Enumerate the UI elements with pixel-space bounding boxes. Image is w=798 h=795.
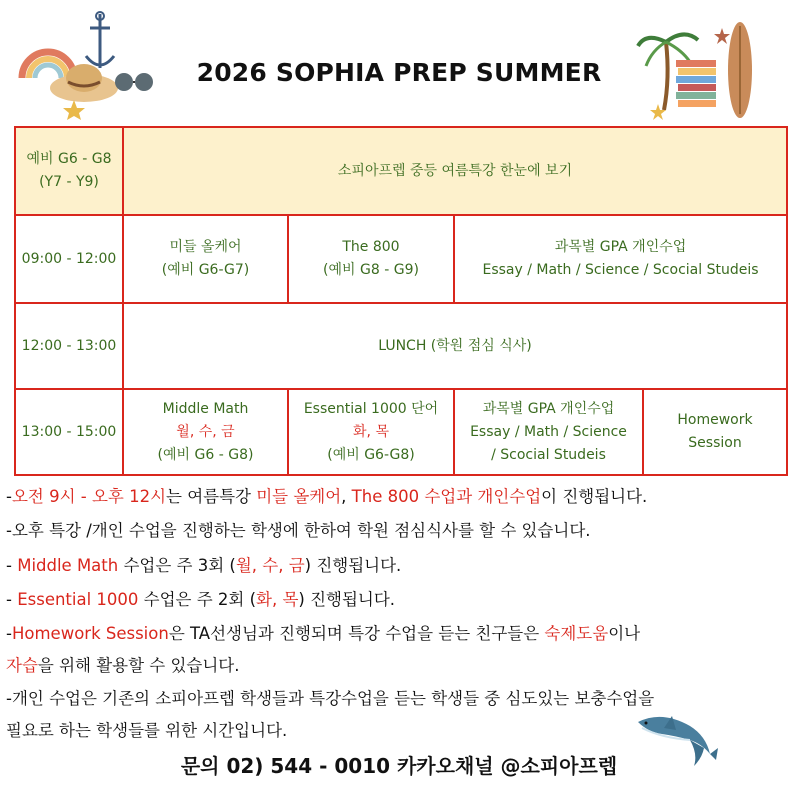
- overview-text: 소피아프렙 중등 여름특강 한눈에 보기: [337, 162, 573, 179]
- class-cell-gpa-private: [453, 214, 788, 304]
- note-highlight: 화, 목: [256, 590, 299, 609]
- note-highlight: 자습: [6, 656, 38, 675]
- time-afternoon: 13:00 - 15:00: [21, 423, 117, 440]
- grade-label-line2: (Y7 - Y9): [39, 174, 99, 190]
- class-grade: (예비 G6-G8): [327, 446, 415, 463]
- note-text: 을 위해 활용할 수 있습니다.: [37, 656, 240, 675]
- class-subjects: Essay / Math / Science / Scocial Studeis: [482, 262, 759, 278]
- class-subjects-cont: / Scocial Studeis: [491, 446, 606, 463]
- class-name: Essential 1000 단어: [303, 400, 439, 417]
- note-text: ,: [341, 487, 352, 506]
- note-line-4: [6, 587, 395, 613]
- class-grade: (예비 G6 - G8): [157, 446, 254, 463]
- lunch-text: LUNCH (학원 점심 식사): [378, 337, 532, 354]
- note-text: -: [6, 487, 12, 506]
- class-days: 월, 수, 금: [176, 423, 235, 440]
- class-name-cont: Session: [688, 435, 742, 451]
- note-line-8: [6, 718, 287, 744]
- schedule-table: [14, 126, 788, 476]
- note-line-7: [6, 686, 654, 712]
- time-lunch: 12:00 - 13:00: [21, 337, 117, 354]
- note-line-1: [6, 484, 647, 510]
- note-highlight: Middle Math: [17, 556, 119, 575]
- note-text: -오후 특강 /개인 수업을 진행하는 학생에 한하여 학원 점심식사를 할 수 있습니다.: [6, 521, 591, 540]
- note-highlight: 오전 9시 - 오후 12시: [11, 487, 167, 506]
- grade-label-line1: 예비 G6 - G8: [26, 151, 112, 167]
- class-days: 화, 목: [353, 423, 389, 440]
- note-highlight: Homework Session: [11, 624, 169, 643]
- note-text: ) 진행됩니다.: [304, 556, 402, 575]
- note-text: 수업은 주 2회 (: [138, 590, 257, 609]
- note-highlight: 미들 올케어: [256, 487, 342, 506]
- class-grade: (예비 G8 - G9): [323, 262, 419, 278]
- class-cell-middle-allcare: [122, 214, 289, 304]
- lunch-cell: [122, 302, 788, 390]
- note-text: -: [6, 624, 12, 643]
- time-cell-afternoon: [14, 388, 124, 476]
- class-name: 과목별 GPA 개인수업: [482, 400, 615, 417]
- class-name: 미들 올케어: [169, 239, 242, 255]
- class-name: 과목별 GPA 개인수업: [554, 239, 687, 255]
- time-cell-lunch: [14, 302, 124, 390]
- time-cell-morning: [14, 214, 124, 304]
- note-text: ) 진행됩니다.: [298, 590, 396, 609]
- note-text: 필요로 하는 학생들를 위한 시간입니다.: [6, 721, 288, 740]
- note-line-3: [6, 553, 401, 579]
- note-line-5: [6, 621, 640, 647]
- note-line-6: [6, 653, 239, 679]
- note-text: -: [6, 556, 18, 575]
- class-subjects: Essay / Math / Science: [470, 423, 627, 440]
- page-title: 2026 SOPHIA PREP SUMMER: [196, 58, 602, 87]
- grade-label-cell: [14, 126, 124, 216]
- class-cell-the-800: [287, 214, 455, 304]
- note-highlight: The 800 수업과 개인수업: [351, 487, 542, 506]
- class-grade: (예비 G6-G7): [161, 262, 250, 278]
- class-cell-essential-1000: [287, 388, 455, 476]
- class-name: Middle Math: [162, 400, 249, 417]
- note-text: -: [6, 590, 18, 609]
- time-morning: 09:00 - 12:00: [21, 250, 117, 267]
- note-highlight: 숙제도움: [544, 624, 609, 643]
- note-highlight: 월, 수, 금: [235, 556, 305, 575]
- class-cell-homework-session: [642, 388, 788, 476]
- class-name: Homework: [677, 412, 753, 428]
- note-text: -개인 수업은 기존의 소피아프렙 학생들과 특강수업을 듣는 학생들 중 심도있는 보충수업을: [6, 689, 655, 708]
- note-line-2: [6, 518, 591, 544]
- class-cell-middle-math: [122, 388, 289, 476]
- note-text: 수업은 주 3회 (: [118, 556, 236, 575]
- overview-cell: [122, 126, 788, 216]
- note-text: 이 진행됩니다.: [541, 487, 648, 506]
- class-cell-gpa-private-afternoon: [453, 388, 644, 476]
- note-text: 이나: [608, 624, 641, 643]
- contact-info: 문의 02) 544 - 0010 카카오채널 @소피아프렙: [180, 754, 618, 778]
- note-text: 은 TA선생님과 진행되며 특강 수업을 듣는 친구들은: [168, 624, 545, 643]
- note-text: 는 여름특강: [166, 487, 257, 506]
- class-name: The 800: [342, 239, 400, 255]
- note-highlight: Essential 1000: [17, 590, 139, 609]
